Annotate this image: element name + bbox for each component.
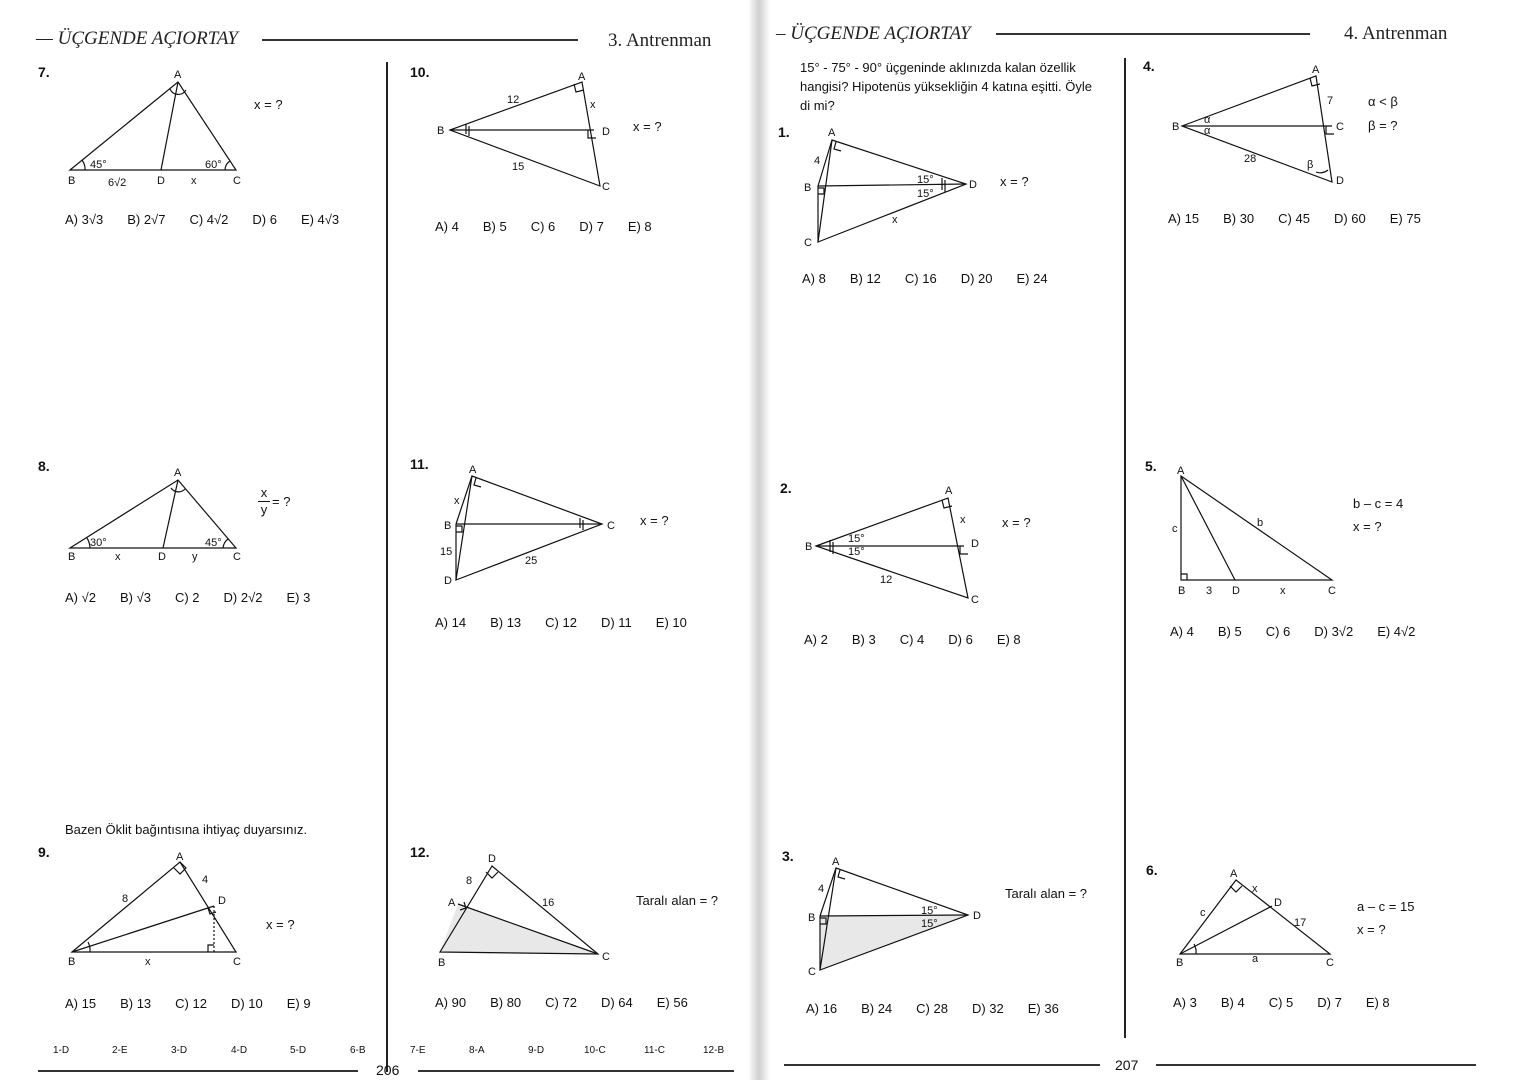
q12-option-b[interactable]: B) 80 (490, 995, 522, 1010)
right-footer-rule-2 (1156, 1064, 1476, 1066)
q9-option-a[interactable]: A) 15 (65, 996, 97, 1011)
q9-label-B: B (68, 956, 76, 968)
q8-label-B: B (68, 551, 76, 563)
r-question-3-options (806, 1001, 1083, 1016)
r-q2-label-B: B (805, 541, 813, 553)
r-q5-label-b: b (1257, 517, 1264, 529)
q8-label-x: x (115, 551, 121, 563)
r-q3-option-b[interactable]: B) 24 (861, 1001, 893, 1016)
q8-option-d[interactable]: D) 2√2 (223, 590, 263, 605)
r-q6-option-c[interactable]: C) 5 (1268, 995, 1294, 1010)
question-7-figure (60, 66, 250, 190)
r-q5-label-C: C (1328, 585, 1336, 596)
q7-label-D: D (157, 175, 165, 187)
r-q6-option-d[interactable]: D) 7 (1317, 995, 1342, 1010)
r-q3-option-a[interactable]: A) 16 (806, 1001, 838, 1016)
r-q6-label-a: a (1252, 953, 1259, 965)
right-page-number: 207 (1115, 1057, 1139, 1073)
r-question-1-options (802, 271, 1072, 286)
r-q3-label-B: B (808, 912, 816, 924)
q11-label-B: B (444, 520, 452, 532)
q9-option-e[interactable]: E) 9 (286, 996, 311, 1011)
r-question-4-options (1168, 211, 1445, 226)
q9-option-d[interactable]: D) 10 (230, 996, 263, 1011)
r-q6-option-a[interactable]: A) 3 (1173, 995, 1197, 1010)
q8-ask-numerator: x (260, 485, 268, 500)
left-header-section: 3. Antrenman (608, 30, 712, 51)
r-q6-label-c: c (1200, 907, 1206, 919)
q10-label-bc: 15 (512, 161, 525, 173)
answer-key-item: 10-C (584, 1045, 606, 1056)
question-12-ask: Taralı alan = ? (636, 893, 719, 908)
r-question-5-number: 5. (1145, 458, 1157, 474)
q8-angle-B: 30° (90, 537, 107, 549)
r-q6-option-e[interactable]: E) 8 (1365, 995, 1390, 1010)
r-q4-label-D: D (1336, 175, 1344, 187)
q12-option-a[interactable]: A) 90 (435, 995, 467, 1010)
q7-angle-C: 60° (205, 159, 222, 171)
r-q1-angle-1: 15° (917, 174, 934, 186)
q7-label-A: A (174, 69, 182, 81)
r-q2-label-C: C (971, 594, 979, 606)
question-11-number: 11. (410, 456, 429, 472)
question-11-options (435, 615, 711, 630)
q11-option-d[interactable]: D) 11 (600, 615, 632, 630)
q9-label-D: D (218, 895, 226, 907)
answer-key-item: 9-D (528, 1045, 545, 1056)
r-question-6-number: 6. (1146, 862, 1158, 878)
q8-ask-equals: = ? (272, 494, 291, 509)
right-header-section: 4. Antrenman (1344, 23, 1448, 44)
r-q4-alpha-1: α (1204, 114, 1211, 126)
q10-label-B: B (437, 125, 445, 137)
right-header-title: – ÜÇGENDE AÇIORTAY (776, 23, 971, 44)
r-q3-option-e[interactable]: E) 36 (1027, 1001, 1059, 1016)
q12-option-c[interactable]: C) 72 (545, 995, 577, 1010)
q11-label-A: A (469, 464, 477, 476)
r-question-3-number: 3. (782, 848, 794, 864)
q11-label-D: D (444, 575, 452, 587)
q10-option-a[interactable]: A) 4 (435, 219, 459, 234)
right-column-divider (1124, 58, 1126, 1038)
q10-option-c[interactable]: C) 6 (530, 219, 556, 234)
q7-label-bd: 6√2 (108, 177, 127, 189)
r-q4-option-b[interactable]: B) 30 (1223, 211, 1255, 226)
r-q2-option-a[interactable]: A) 2 (804, 632, 828, 647)
q8-option-c[interactable]: C) 2 (174, 590, 200, 605)
question-9-ask: x = ? (266, 917, 295, 932)
question-12-number: 12. (410, 844, 430, 860)
r-q4-option-a[interactable]: A) 15 (1168, 211, 1200, 226)
q11-label-x: x (454, 495, 460, 507)
q11-label-dc: 25 (525, 555, 538, 567)
intro-line-2: hangisi? Hipotenüs yüksekliğin 4 katına eşitti. Öyle (800, 79, 1092, 94)
q8-label-C: C (233, 551, 241, 563)
r-question-1-figure (798, 124, 988, 252)
q12-label-dc: 16 (542, 897, 555, 909)
q10-option-b[interactable]: B) 5 (482, 219, 507, 234)
r-q5-label-D: D (1232, 585, 1240, 596)
r-q2-option-d[interactable]: D) 6 (948, 632, 973, 647)
r-q5-option-a[interactable]: A) 4 (1170, 624, 1194, 639)
q9-option-c[interactable]: C) 12 (175, 996, 207, 1011)
r-q1-option-a[interactable]: A) 8 (802, 271, 826, 286)
q8-label-y: y (192, 551, 198, 563)
answer-key-item: 5-D (290, 1045, 307, 1056)
answer-key-item: 4-D (231, 1045, 248, 1056)
r-question-3-figure (800, 852, 990, 980)
question-12-figure (432, 850, 622, 974)
r-q2-label-bc: 12 (880, 574, 893, 586)
question-10-options (435, 219, 676, 234)
question-8-ask (258, 486, 270, 517)
r-q6-label-C: C (1326, 957, 1334, 969)
r-q6-option-b[interactable]: B) 4 (1220, 995, 1245, 1010)
r-q3-option-d[interactable]: D) 32 (971, 1001, 1004, 1016)
intro-line-3: di mi? (800, 98, 835, 113)
q7-option-e[interactable]: E) 4√3 (300, 212, 340, 227)
r-q6-label-dc: 17 (1294, 917, 1307, 929)
answer-key-item: 8-A (469, 1045, 485, 1056)
q10-label-ab: 12 (507, 94, 520, 106)
q9-label-A: A (176, 851, 184, 863)
left-header-title: — ÜÇGENDE AÇIORTAY (36, 28, 238, 49)
q7-option-c[interactable]: C) 4√2 (189, 212, 229, 227)
q7-label-C: C (233, 175, 241, 187)
r-q2-label-D: D (971, 538, 979, 550)
r-q5-option-e[interactable]: E) 4√2 (1377, 624, 1416, 639)
question-9-hint: Bazen Öklit bağıntısına ihtiyaç duyarsınız. (65, 822, 308, 837)
question-12-options (435, 995, 712, 1010)
r-q4-option-d[interactable]: D) 60 (1333, 211, 1366, 226)
r-q2-label-A: A (945, 485, 953, 497)
question-7-number: 7. (38, 64, 50, 80)
q11-option-c[interactable]: C) 12 (545, 615, 577, 630)
r-q2-option-e[interactable]: E) 8 (996, 632, 1021, 647)
question-10-figure (432, 68, 622, 198)
r-q6-label-D: D (1274, 897, 1282, 909)
r-q5-label-bd: 3 (1206, 585, 1213, 596)
r-q5-label-A: A (1177, 465, 1185, 477)
r-q5-label-x: x (1280, 585, 1286, 596)
r-q3-angle-1: 15° (921, 905, 938, 917)
q12-option-e[interactable]: E) 56 (656, 995, 688, 1010)
left-footer-rule-2 (418, 1070, 734, 1072)
answer-key-item: 7-E (410, 1045, 426, 1056)
answer-key-item: 2-E (112, 1045, 128, 1056)
r-question-6-options (1173, 995, 1414, 1010)
question-11-ask: x = ? (640, 513, 669, 528)
q10-label-x: x (590, 99, 596, 111)
r-q4-label-B: B (1172, 121, 1180, 133)
r-question-5-ask: x = ? (1353, 519, 1382, 534)
q10-label-D: D (602, 126, 610, 138)
r-q4-label-C: C (1336, 121, 1344, 133)
r-q5-option-d[interactable]: D) 3√2 (1314, 624, 1354, 639)
r-question-6-ask: x = ? (1357, 922, 1386, 937)
r-q3-angle-2: 15° (921, 918, 938, 930)
q9-label-ad: 4 (202, 874, 209, 886)
question-8-options (65, 590, 334, 605)
question-8-figure (60, 464, 250, 568)
r-question-6-figure (1170, 864, 1350, 974)
r-q1-label-x: x (892, 214, 898, 226)
q10-label-A: A (578, 71, 586, 83)
r-q4-label-ac: 7 (1327, 95, 1334, 107)
r-question-2-figure (800, 482, 990, 608)
intro-line-1: 15° - 75° - 90° üçgeninde aklınızda kalan özellik (800, 60, 1076, 75)
q8-label-D: D (158, 551, 166, 563)
r-question-2-ask: x = ? (1002, 515, 1031, 530)
q8-option-e[interactable]: E) 3 (286, 590, 311, 605)
question-9-number: 9. (38, 844, 50, 860)
q7-option-d[interactable]: D) 6 (252, 212, 277, 227)
r-q4-option-c[interactable]: C) 45 (1278, 211, 1310, 226)
r-question-5-condition: b – c = 4 (1353, 496, 1404, 511)
r-q3-option-c[interactable]: C) 28 (916, 1001, 948, 1016)
r-q5-label-B: B (1178, 585, 1186, 596)
q12-label-C: C (602, 951, 610, 963)
left-header-rule (262, 39, 578, 41)
question-9-figure (60, 850, 250, 974)
question-8-number: 8. (38, 458, 50, 474)
left-footer-rule (38, 1070, 358, 1072)
q9-label-ab: 8 (122, 893, 129, 905)
r-q1-label-B: B (804, 182, 812, 194)
r-q2-angle-1: 15° (848, 533, 865, 545)
r-q5-option-c[interactable]: C) 6 (1265, 624, 1291, 639)
right-intro-text (800, 58, 1092, 115)
left-column-divider (386, 62, 388, 1072)
q11-label-bd: 15 (440, 546, 453, 558)
q8-option-b[interactable]: B) √3 (119, 590, 151, 605)
q9-label-C: C (233, 956, 241, 968)
question-10-number: 10. (410, 64, 430, 80)
r-q1-label-D: D (969, 179, 977, 191)
q8-option-a[interactable]: A) √2 (65, 590, 96, 605)
question-7-ask: x = ? (254, 97, 283, 112)
r-q4-alpha-2: α (1204, 125, 1211, 137)
q12-label-A: A (448, 897, 456, 909)
q11-option-b[interactable]: B) 13 (490, 615, 522, 630)
q12-option-d[interactable]: D) 64 (600, 995, 633, 1010)
r-q6-label-B: B (1176, 957, 1184, 969)
r-q4-beta: β (1307, 159, 1314, 171)
q10-label-C: C (602, 181, 610, 193)
r-q5-option-b[interactable]: B) 5 (1217, 624, 1242, 639)
r-question-3-ask: Taralı alan = ? (1005, 886, 1088, 901)
answer-key-item: 3-D (171, 1045, 188, 1056)
question-11-figure (432, 460, 622, 590)
r-q2-option-b[interactable]: B) 3 (851, 632, 876, 647)
q9-option-b[interactable]: B) 13 (120, 996, 152, 1011)
r-q4-label-bd: 28 (1244, 153, 1257, 165)
r-q5-label-c: c (1172, 523, 1178, 535)
q12-label-D: D (488, 853, 496, 865)
r-q1-option-d[interactable]: D) 20 (960, 271, 993, 286)
q12-label-ad: 8 (466, 875, 473, 887)
r-question-4-number: 4. (1143, 58, 1155, 74)
r-q1-label-A: A (828, 127, 836, 139)
r-q1-option-e[interactable]: E) 24 (1016, 271, 1048, 286)
r-q3-label-A: A (832, 856, 840, 868)
right-footer-rule (784, 1064, 1100, 1066)
r-question-5-figure (1166, 460, 1346, 596)
r-q1-option-c[interactable]: C) 16 (904, 271, 937, 286)
q12-label-B: B (438, 957, 446, 969)
q11-option-e[interactable]: E) 10 (655, 615, 687, 630)
r-q6-label-A: A (1230, 868, 1238, 880)
q7-angle-B: 45° (90, 159, 107, 171)
question-7-options (65, 212, 363, 227)
answer-key-item: 12-B (703, 1045, 725, 1056)
question-9-options (65, 996, 335, 1011)
q8-ask-denominator: y (260, 502, 268, 517)
r-q3-label-ab: 4 (818, 883, 825, 895)
r-q2-label-x: x (960, 514, 966, 526)
r-q1-angle-2: 15° (917, 188, 934, 200)
r-q1-option-b[interactable]: B) 12 (849, 271, 881, 286)
question-10-ask: x = ? (633, 119, 662, 134)
q9-label-x: x (145, 956, 151, 968)
answer-key-item: 11-C (644, 1045, 665, 1056)
q11-label-C: C (607, 520, 615, 532)
r-q1-label-C: C (804, 237, 812, 249)
r-question-1-ask: x = ? (1000, 174, 1029, 189)
r-q2-angle-2: 15° (848, 546, 865, 558)
r-q3-label-C: C (808, 966, 816, 978)
q11-option-a[interactable]: A) 14 (435, 615, 467, 630)
q7-option-a[interactable]: A) 3√3 (65, 212, 104, 227)
r-q4-label-A: A (1312, 64, 1320, 76)
q10-option-e[interactable]: E) 8 (627, 219, 652, 234)
r-question-4-condition: α < β (1368, 94, 1398, 109)
answer-key-item: 6-B (350, 1045, 366, 1056)
q7-option-b[interactable]: B) 2√7 (127, 212, 166, 227)
left-page-number: 206 (376, 1062, 400, 1078)
r-q6-label-x: x (1252, 883, 1258, 895)
q8-angle-C: 45° (205, 537, 222, 549)
r-question-2-options (804, 632, 1045, 647)
answer-key-item: 1-D (53, 1045, 70, 1056)
r-q4-option-e[interactable]: E) 75 (1389, 211, 1421, 226)
q10-option-d[interactable]: D) 7 (579, 219, 604, 234)
r-question-4-figure (1166, 60, 1356, 190)
q7-label-x: x (191, 175, 197, 187)
book-spine (748, 0, 770, 1080)
q8-label-A: A (174, 467, 182, 479)
q7-label-B: B (68, 175, 76, 187)
r-q1-label-ab: 4 (814, 155, 821, 167)
right-header-rule (996, 33, 1310, 35)
r-question-6-condition: a – c = 15 (1357, 899, 1415, 914)
r-q2-option-c[interactable]: C) 4 (899, 632, 925, 647)
r-question-2-number: 2. (780, 480, 792, 496)
r-q3-label-D: D (973, 910, 981, 922)
r-question-4-ask: β = ? (1368, 118, 1398, 133)
r-question-1-number: 1. (778, 124, 790, 140)
r-question-5-options (1170, 624, 1439, 639)
